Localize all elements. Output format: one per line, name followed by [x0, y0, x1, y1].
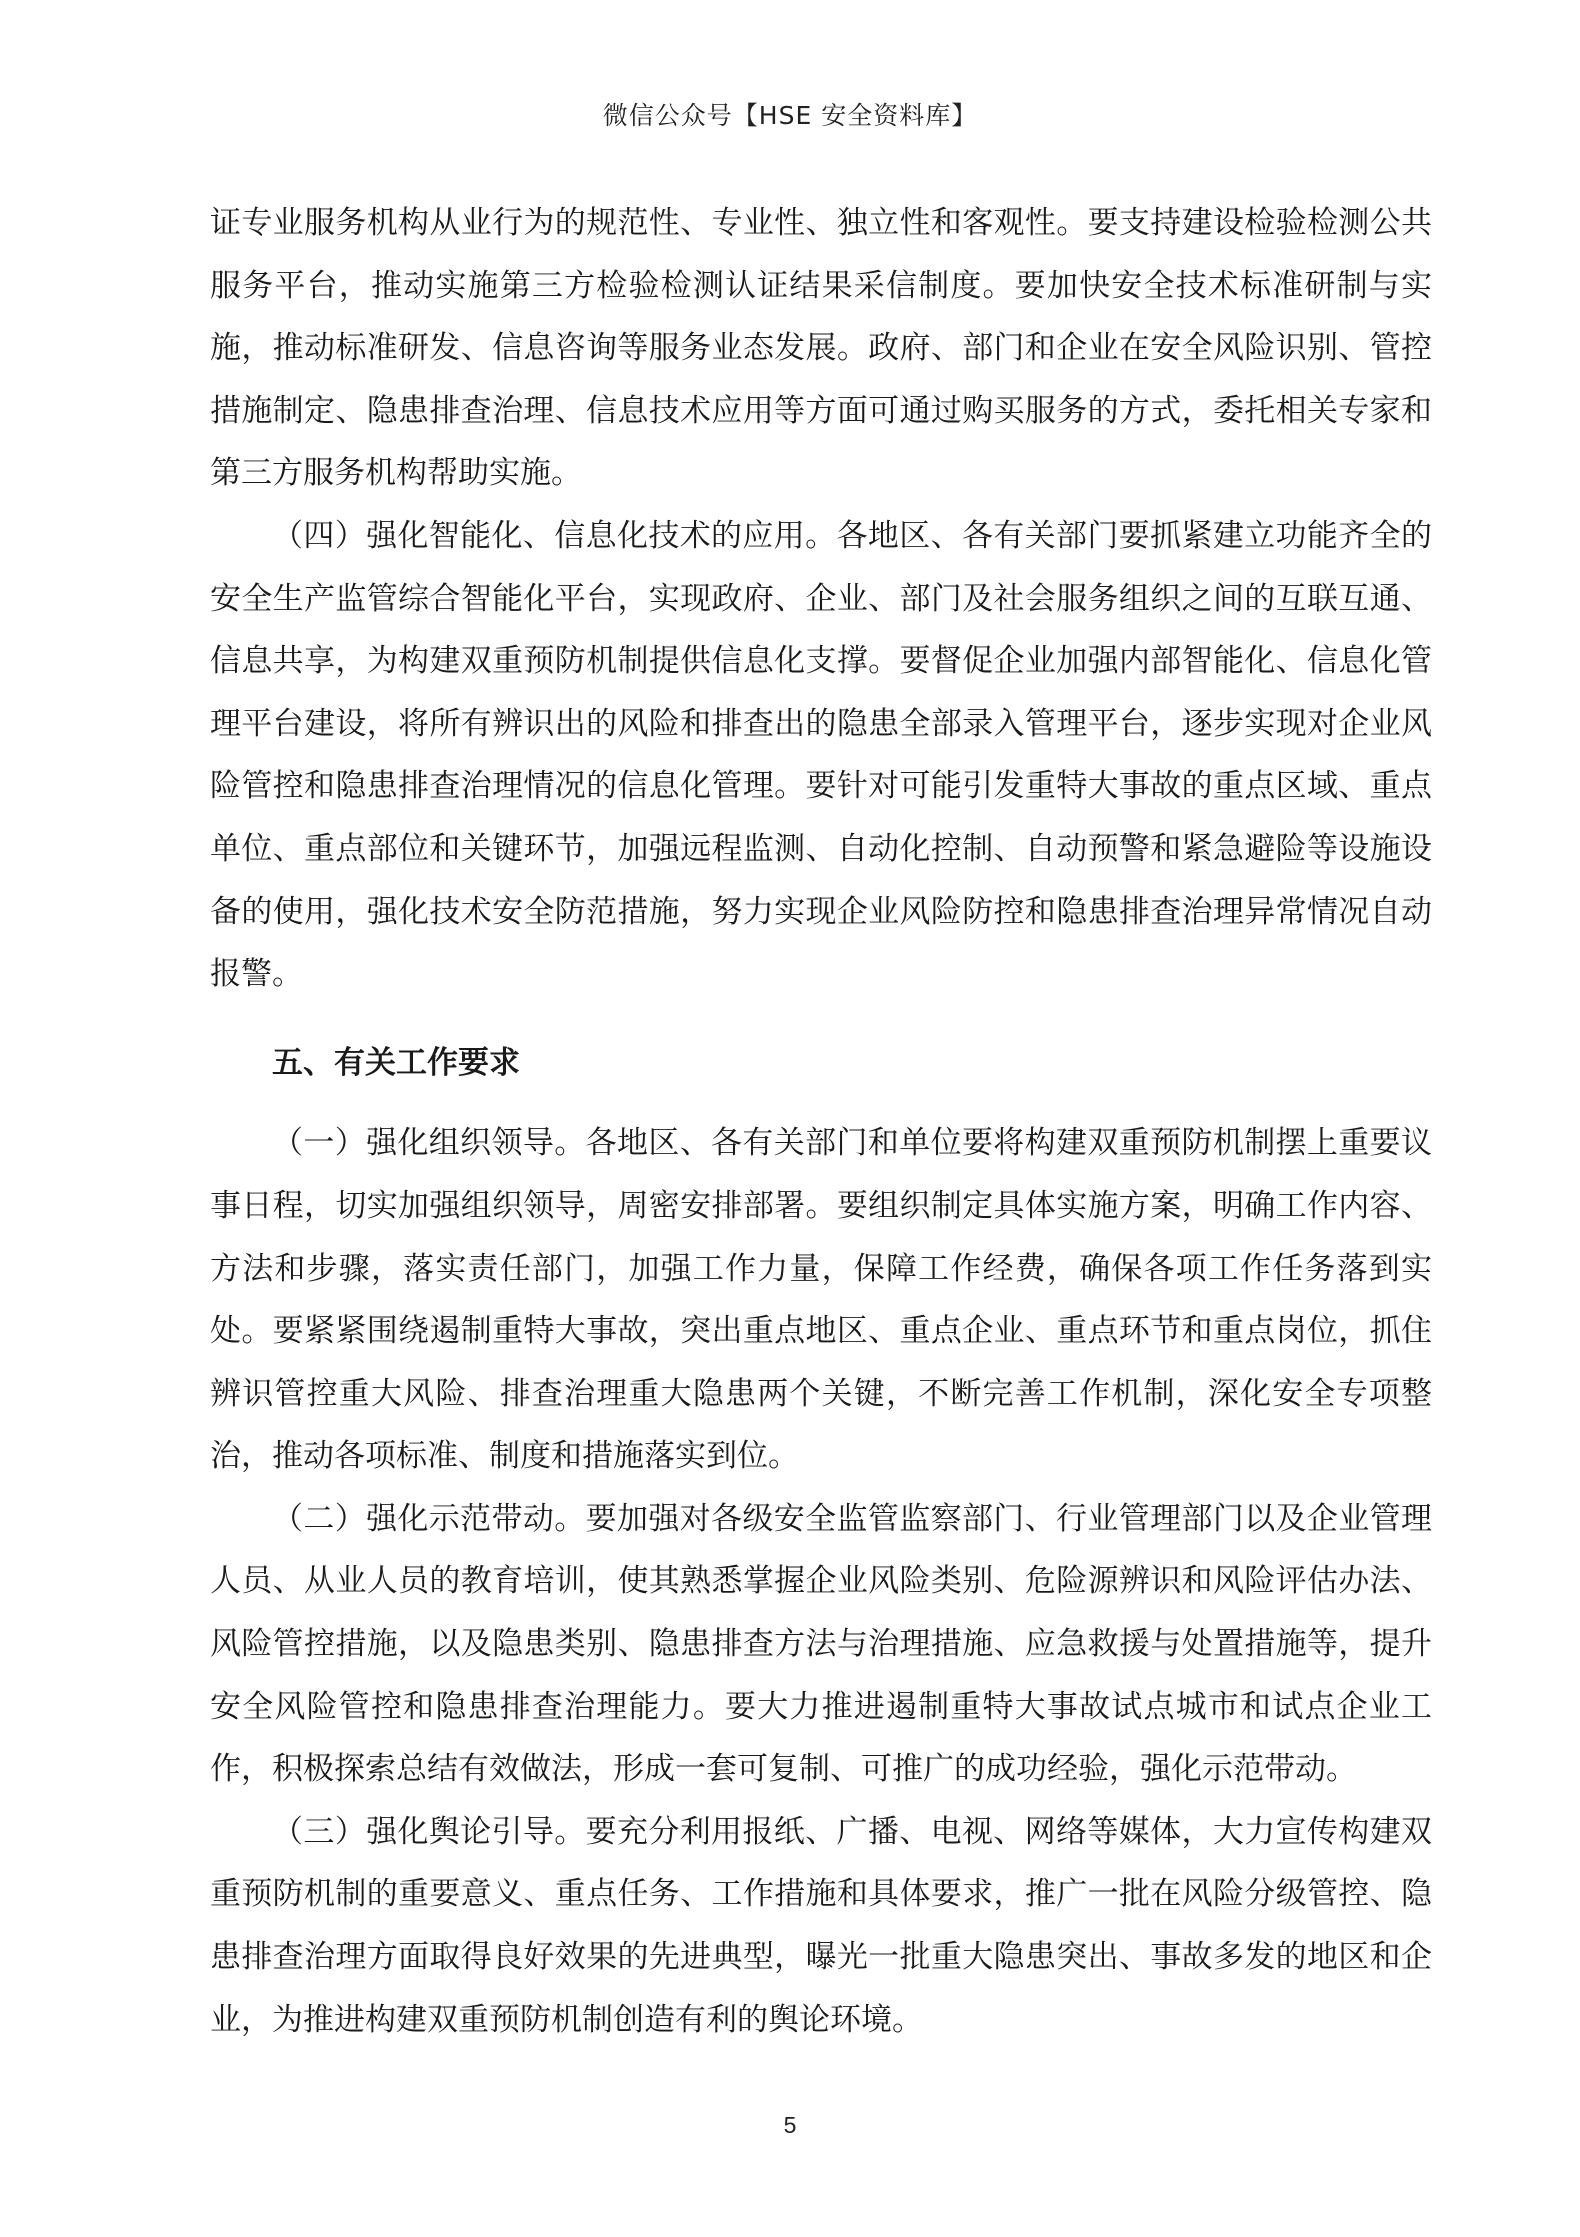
paragraph-item-4: （四）强化智能化、信息化技术的应用。各地区、各有关部门要抓紧建立功能齐全的安全生产监管综合智能化平台，实现政府、企业、部门及社会服务组织之间的互联互通、信息共享，为构建双重预防机制提供信息化支撑。要督促企业加强内部智能化、信息化管理平台建设，将所有辨识出的风险和排查出的隐患全部录入管理平台，逐步实现对企业风险管控和隐患排查治理情况的信息化管理。要针对可能引发重特大事故的重点区域、重点单位、重点部位和关键环节，加强远程监测、自动化控制、自动预警和紧急避险等设施设备的使用，强化技术安全防范措施，努力实现企业风险防控和隐患排查治理异常情况自动报警。 [210, 517, 1432, 993]
paragraph-continuation: 证专业服务机构从业行为的规范性、专业性、独立性和客观性。要支持建设检验检测公共服务平台，推动实施第三方检验检测认证结果采信制度。要加快安全技术标准研制与实施，推动标准研发、信息咨询等服务业态发展。政府、部门和企业在安全风险识别、管控措施制定、隐患排查治理、信息技术应用等方面可通过购买服务的方式，委托相关专家和第三方服务机构帮助实施。 [210, 205, 1432, 492]
paragraph-section-item-3: （三）强化舆论引导。要充分利用报纸、广播、电视、网络等媒体，大力宣传构建双重预防机制的重要意义、重点任务、工作措施和具体要求，推广一批在风险分级管控、隐患排查治理方面取得良好效果的先进典型，曝光一批重大隐患突出、事故多发的地区和企业，为推进构建双重预防机制创造有利的舆论环境。 [210, 1813, 1432, 2038]
page-number: 5 [783, 2112, 797, 2138]
document-body [210, 192, 1432, 2051]
paragraph-section-item-2: （二）强化示范带动。要加强对各级安全监管监察部门、行业管理部门以及企业管理人员、从业人员的教育培训，使其熟悉掌握企业风险类别、危险源辨识和风险评估办法、风险管控措施，以及隐患类别、隐患排查方法与治理措施、应急救援与处置措施等，提升安全风险管控和隐患排查治理能力。要大力推进遏制重特大事故试点城市和试点企业工作，积极探索总结有效做法，形成一套可复制、可推广的成功经验，强化示范带动。 [210, 1500, 1432, 1788]
section-heading: 五、有关工作要求 [272, 1044, 520, 1081]
page-header: 微信公众号【HSE 安全资料库】 [602, 101, 978, 130]
paragraph-section-item-1: （一）强化组织领导。各地区、各有关部门和单位要将构建双重预防机制摆上重要议事日程，切实加强组织领导，周密安排部署。要组织制定具体实施方案，明确工作内容、方法和步骤，落实责任部门，加强工作力量，保障工作经费，确保各项工作任务落到实处。要紧紧围绕遏制重特大事故，突出重点地区、重点企业、重点环节和重点岗位，抓住辨识管控重大风险、排查治理重大隐患两个关键，不断完善工作机制，深化安全专项整治，推动各项标准、制度和措施落实到位。 [210, 1125, 1432, 1475]
